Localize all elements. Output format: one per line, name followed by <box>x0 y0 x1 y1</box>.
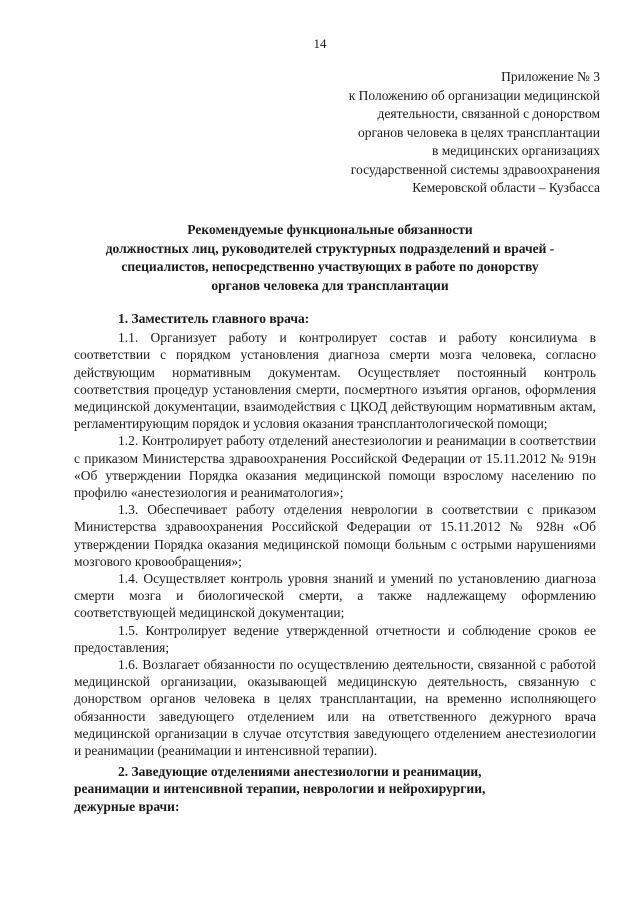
title-line: должностных лиц, руководителей структурных подразделений и врачей - <box>105 240 555 256</box>
section-2-heading-line: дежурные врачи: <box>74 798 180 814</box>
section-2-heading <box>74 763 596 815</box>
page-number: 14 <box>313 36 327 51</box>
appendix-line: государственной системы здравоохранения <box>350 161 600 177</box>
appendix-line: Приложение № 3 <box>501 69 600 84</box>
document-body <box>74 310 596 815</box>
paragraph-1-5: 1.5. Контролирует ведение утвержденной отчетности и соблюдение сроков ее предоставления; <box>74 622 596 655</box>
appendix-block <box>270 68 600 198</box>
appendix-line: в медицинских организациях <box>432 143 600 158</box>
paragraph-1-1: 1.1. Организует работу и контролирует состав и работу консилиума в соответствии с порядком установления диагноза смерти мозга человека, согласно действующим нормативным документам. Осуществляет постоянный контроль соответствия процедур установления смерти, посмертного изъятия органов, оформления медицинской документации, взаимодействия с ЦКОД действующим нормативным актам, регламентирующим порядок и условия оказания трансплантологической помощи; <box>74 330 596 432</box>
appendix-line: органов человека в целях трансплантации <box>358 124 600 140</box>
section-2-heading-line: 2. Заведующие отделениями анестезиологии и реанимации, <box>118 764 482 780</box>
section-1-heading: 1. Заместитель главного врача: <box>118 311 310 326</box>
title-line: специалистов, непосредственно участвующих в работе по донорству <box>121 259 539 274</box>
title-line: органов человека для трансплантации <box>211 277 449 293</box>
document-title <box>60 221 600 295</box>
appendix-line: Кемеровской области – Кузбасса <box>412 180 600 195</box>
paragraph-1-4: 1.4. Осуществляет контроль уровня знаний и умений по установлению диагноза смерти мозга и биологической смерти, а также надлежащему оформлению соответствующей медицинской документации; <box>74 571 596 621</box>
paragraph-1-2: 1.2. Контролирует работу отделений анестезиологии и реанимации в соответствии с приказом Министерства здравоохранения Российской Федерации от 15.11.2012 № 919н «Об утверждении Порядка оказания медицинской помощи взрослому населению по профилю «анестезиология и реаниматология»; <box>74 433 596 501</box>
appendix-line: деятельности, связанной с донорством <box>377 106 600 121</box>
title-line: Рекомендуемые функциональные обязанности <box>187 222 473 237</box>
section-2-heading-line: реанимации и интенсивной терапии, неврологии и нейрохирургии, <box>74 781 486 797</box>
paragraph-1-3: 1.3. Обеспечивает работу отделения неврологии в соответствии с приказом Министерства здравоохранения Российской Федерации от 15.11.2012 № 928н «Об утверждении Порядка оказания медицинской помощи больным с острыми нарушениями мозгового кровообращения»; <box>74 502 596 569</box>
paragraph-1-6: 1.6. Возлагает обязанности по осуществлению деятельности, связанной с работой медицинской организации, оказывающей медицинскую деятельность, связанную с донорством органов человека в целях трансплантации, на временно исполняющего обязанности заведующего отделением или на ответственного дежурного врача медицинской организации в случае отсутствия заведующего отделением анестезиологии и реанимации (реанимации и интенсивной терапии). <box>74 657 596 759</box>
appendix-line: к Положению об организации медицинской <box>348 87 600 103</box>
